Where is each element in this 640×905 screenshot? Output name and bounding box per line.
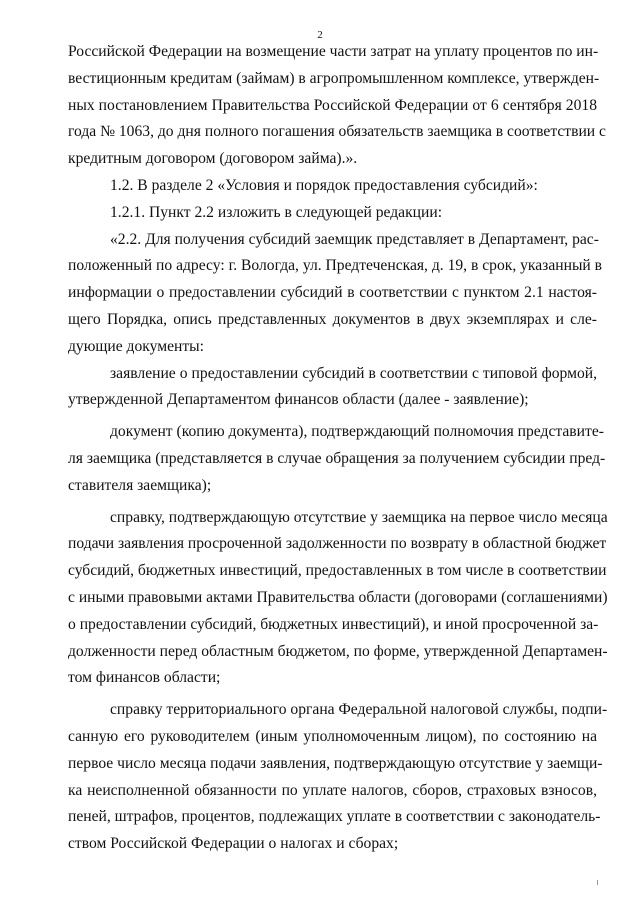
text-line: дующие документы:: [68, 337, 204, 355]
text-line: 1.2.1. Пункт 2.2 изложить в следующей редакции:: [110, 203, 443, 221]
text-line: документ (копию документа), подтверждающий полномочия представите-: [110, 423, 604, 441]
text-line: вестиционным кредитам (займам) в агропромышленном комплексе, утвержден-: [68, 69, 600, 87]
text-line: щего Порядка, опись представленных документов в двух экземплярах и сле-: [68, 310, 597, 328]
paragraph: [68, 505, 608, 693]
text-line: о предоставлении субсидий, бюджетных инвестиций), и иной просроченной за-: [68, 615, 599, 633]
text-line: первое число месяца подачи заявления, подтверждающую отсутствие у заемщи-: [68, 754, 603, 772]
text-line: утвержденной Департаментом финансов области (далее - заявление);: [68, 391, 529, 409]
paragraph: [68, 39, 606, 173]
text-line: положенный по адресу: г. Вологда, ул. Предтеченская, д. 19, в срок, указанный в: [68, 257, 603, 275]
paragraph: [68, 361, 597, 415]
text-line: долженности перед областным бюджетом, по форме, утвержденной Департамен-: [68, 642, 608, 660]
text-line: ством Российской Федерации о налогах и сборах;: [68, 835, 399, 853]
document-body: [68, 39, 608, 858]
text-line: «2.2. Для получения субсидий заемщик представляет в Департамент, рас-: [110, 230, 599, 248]
paragraph: [68, 227, 603, 361]
text-line: информации о предоставлении субсидий в соответствии с пунктом 2.1 настоя-: [68, 284, 597, 302]
paragraph: [68, 200, 597, 227]
text-line: ных постановлением Правительства Российской Федерации от 6 сентября 2018: [68, 96, 597, 114]
text-line: кредитным договором (договором займа).».: [68, 150, 358, 168]
text-line: подачи заявления просроченной задолженности по возврату в областной бюджет: [68, 535, 607, 553]
text-line: года № 1063, до дня полного погашения обязательств заемщика в соответствии с: [68, 123, 606, 141]
text-line: заявление о предоставлении субсидий в соответствии с типовой формой,: [110, 364, 597, 382]
text-line: с иными правовыми актами Правительства области (договорами (соглашениями): [68, 588, 608, 606]
text-line: ставителя заемщика);: [68, 476, 212, 494]
text-line: субсидий, бюджетных инвестиций, предоставленных в том числе в соответствии: [68, 562, 607, 580]
text-line: санную его руководителем (иным уполномоченным лицом), по состоянию на: [68, 727, 597, 745]
text-line: том финансов области;: [68, 669, 221, 687]
text-line: пеней, штрафов, процентов, подлежащих уплате в соответствии с законодатель-: [68, 808, 601, 826]
text-line: справку территориального органа Федеральной налоговой службы, подпи-: [110, 701, 608, 719]
paragraph: [68, 419, 606, 499]
text-line: ля заемщика (представляется в случае обращения за получением субсидии пред-: [68, 449, 606, 467]
text-line: 1.2. В разделе 2 «Условия и порядок предоставления субсидий»:: [110, 176, 538, 194]
text-line: Российской Федерации на возмещение части затрат на уплату процентов по ин-: [68, 43, 599, 60]
scan-edge-mark: [597, 880, 598, 885]
page-number: 2: [317, 29, 323, 41]
text-line: справку, подтверждающую отсутствие у заемщика на первое число месяца: [110, 508, 608, 526]
paragraph: [68, 173, 597, 200]
paragraph: [68, 697, 608, 858]
text-line: ка неисполненной обязанности по уплате налогов, сборов, страховых взносов,: [68, 781, 597, 799]
